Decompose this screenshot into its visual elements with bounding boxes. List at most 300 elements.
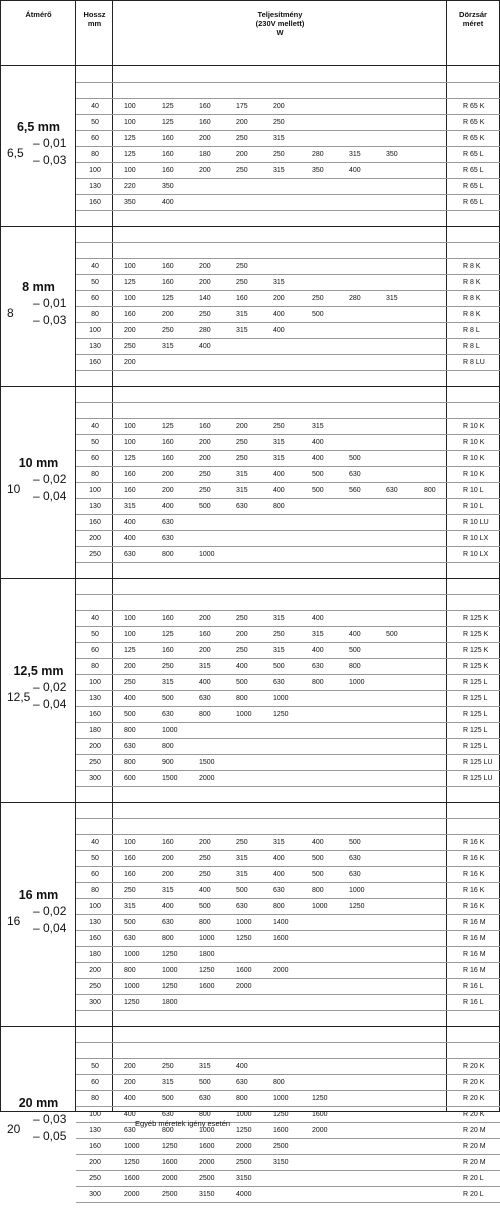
header-reamer xyxy=(447,1,499,66)
power-cell: 100 xyxy=(124,439,136,446)
blank-row xyxy=(76,370,500,386)
table-row xyxy=(76,322,500,338)
power-cell: 100 xyxy=(124,423,136,430)
power-cell: 1600 xyxy=(162,1159,178,1166)
table-row xyxy=(76,1074,500,1090)
power-cell: 1000 xyxy=(273,695,289,702)
power-cell: 160 xyxy=(199,103,211,110)
length-cell: 130 xyxy=(89,919,101,926)
length-cell: 100 xyxy=(89,903,101,910)
power-cell: 800 xyxy=(199,711,211,718)
blank-row xyxy=(76,578,500,594)
power-cell: 1250 xyxy=(124,1159,140,1166)
power-cell: 800 xyxy=(236,695,248,702)
tolerance-lower: – 0,04 xyxy=(33,697,67,711)
power-cell: 400 xyxy=(162,903,174,910)
table-row xyxy=(76,530,500,546)
length-cell: 130 xyxy=(89,343,101,350)
power-cell: 160 xyxy=(162,647,174,654)
power-cell: 500 xyxy=(124,711,136,718)
power-cell: 125 xyxy=(124,455,136,462)
power-cell: 2000 xyxy=(236,1143,252,1150)
reamer-size-cell: R 125 L xyxy=(463,727,488,734)
reamer-size-cell: R 125 K xyxy=(463,663,489,670)
power-cell: 1000 xyxy=(312,903,328,910)
power-cell: 250 xyxy=(236,263,248,270)
power-cell: 1000 xyxy=(236,711,252,718)
tolerance-lower: – 0,04 xyxy=(33,921,67,935)
table-row xyxy=(76,306,500,322)
diameter-size: 12,5 mm xyxy=(13,664,64,678)
table-row xyxy=(76,834,500,850)
power-cell: 500 xyxy=(124,919,136,926)
power-cell: 2500 xyxy=(199,1175,215,1182)
blank-row xyxy=(76,802,500,818)
power-cell: 315 xyxy=(162,679,174,686)
power-cell: 1000 xyxy=(124,951,140,958)
table-row xyxy=(76,690,500,706)
diameter-nominal: 8 xyxy=(7,306,14,320)
power-cell: 315 xyxy=(236,471,248,478)
power-cell: 400 xyxy=(124,535,136,542)
blank-row xyxy=(76,1202,500,1218)
length-cell: 60 xyxy=(91,135,99,142)
power-cell: 500 xyxy=(312,855,324,862)
power-cell: 315 xyxy=(199,663,211,670)
power-cell: 3150 xyxy=(199,1191,215,1198)
diameter-label xyxy=(1,280,76,330)
power-cell: 180 xyxy=(199,151,211,158)
power-cell: 315 xyxy=(273,647,285,654)
length-cell: 130 xyxy=(89,503,101,510)
table-row xyxy=(76,722,500,738)
power-cell: 160 xyxy=(124,855,136,862)
reamer-size-cell: R 20 L xyxy=(463,1191,484,1198)
length-cell: 200 xyxy=(89,743,101,750)
reamer-size-cell: R 20 M xyxy=(463,1159,486,1166)
length-cell: 200 xyxy=(89,535,101,542)
power-cell: 200 xyxy=(199,135,211,142)
power-cell: 500 xyxy=(312,487,324,494)
reamer-size-cell: R 20 K xyxy=(463,1111,485,1118)
table-row xyxy=(76,914,500,930)
power-cell: 630 xyxy=(236,1079,248,1086)
reamer-size-cell: R 8 L xyxy=(463,343,480,350)
table-row xyxy=(76,466,500,482)
power-cell: 250 xyxy=(199,855,211,862)
reamer-size-cell: R 125 L xyxy=(463,711,488,718)
reamer-size-cell: R 20 M xyxy=(463,1127,486,1134)
power-cell: 1600 xyxy=(199,1143,215,1150)
blank-row xyxy=(76,82,500,98)
header-length-unit: mm xyxy=(87,19,102,28)
power-cell: 1600 xyxy=(312,1111,328,1118)
reamer-size-cell: R 10 LU xyxy=(463,519,489,526)
reamer-size-cell: R 8 LU xyxy=(463,359,485,366)
power-cell: 500 xyxy=(199,903,211,910)
power-cell: 315 xyxy=(236,855,248,862)
power-cell: 400 xyxy=(124,695,136,702)
power-cell: 630 xyxy=(349,471,361,478)
header-power-label: Teljesítmény xyxy=(257,10,303,19)
power-cell: 200 xyxy=(124,359,136,366)
table-row xyxy=(76,626,500,642)
reamer-size-cell: R 65 L xyxy=(463,183,484,190)
power-cell: 630 xyxy=(162,519,174,526)
power-cell: 1250 xyxy=(236,935,252,942)
reamer-size-cell: R 125 K xyxy=(463,615,489,622)
power-cell: 315 xyxy=(162,343,174,350)
power-cell: 3150 xyxy=(236,1175,252,1182)
power-cell: 2000 xyxy=(199,775,215,782)
power-cell: 200 xyxy=(199,647,211,654)
table-row xyxy=(76,498,500,514)
power-cell: 400 xyxy=(199,679,211,686)
power-cell: 800 xyxy=(349,663,361,670)
power-cell: 1250 xyxy=(349,903,365,910)
length-cell: 50 xyxy=(91,1063,99,1070)
power-cell: 2500 xyxy=(162,1191,178,1198)
power-cell: 1250 xyxy=(162,1143,178,1150)
power-cell: 250 xyxy=(124,343,136,350)
power-cell: 125 xyxy=(162,423,174,430)
power-cell: 500 xyxy=(162,695,174,702)
blank-row xyxy=(76,66,500,82)
table-row xyxy=(76,850,500,866)
header-reamer-label: Dörzsár xyxy=(459,10,487,19)
power-cell: 1500 xyxy=(162,775,178,782)
footer-note: Egyéb méretek igény esetén xyxy=(135,1119,231,1128)
power-cell: 500 xyxy=(199,503,211,510)
power-cell: 315 xyxy=(236,327,248,334)
power-cell: 250 xyxy=(273,119,285,126)
power-cell: 500 xyxy=(312,871,324,878)
power-cell: 250 xyxy=(236,839,248,846)
reamer-size-cell: R 16 K xyxy=(463,855,485,862)
table-row xyxy=(76,418,500,434)
blank-row xyxy=(76,786,500,802)
power-cell: 630 xyxy=(312,663,324,670)
reamer-size-cell: R 16 K xyxy=(463,839,485,846)
power-cell: 280 xyxy=(349,295,361,302)
power-cell: 1250 xyxy=(273,711,289,718)
reamer-size-cell: R 8 L xyxy=(463,327,480,334)
power-cell: 1800 xyxy=(199,951,215,958)
power-cell: 315 xyxy=(273,615,285,622)
power-cell: 2000 xyxy=(199,1159,215,1166)
power-cell: 800 xyxy=(424,487,436,494)
length-cell: 200 xyxy=(89,967,101,974)
diameter-label xyxy=(1,456,76,506)
power-cell: 800 xyxy=(162,551,174,558)
blank-row xyxy=(76,242,500,258)
power-cell: 1600 xyxy=(273,1127,289,1134)
power-cell: 160 xyxy=(162,439,174,446)
tolerance-lower: – 0,03 xyxy=(33,313,67,327)
power-cell: 315 xyxy=(162,887,174,894)
reamer-size-cell: R 125 LU xyxy=(463,775,493,782)
table-row xyxy=(76,866,500,882)
power-cell: 500 xyxy=(312,311,324,318)
power-cell: 500 xyxy=(199,1079,211,1086)
power-cell: 1000 xyxy=(162,967,178,974)
power-cell: 800 xyxy=(162,743,174,750)
tolerance-lower: – 0,05 xyxy=(33,1129,67,1143)
reamer-size-cell: R 125 K xyxy=(463,647,489,654)
diameter-size: 10 mm xyxy=(18,456,59,470)
length-cell: 160 xyxy=(89,1143,101,1150)
power-cell: 315 xyxy=(162,1079,174,1086)
power-cell: 1800 xyxy=(162,999,178,1006)
length-cell: 50 xyxy=(91,855,99,862)
power-cell: 100 xyxy=(124,631,136,638)
power-cell: 160 xyxy=(124,471,136,478)
power-cell: 315 xyxy=(349,151,361,158)
table-row xyxy=(76,738,500,754)
power-cell: 100 xyxy=(124,263,136,270)
power-cell: 125 xyxy=(162,631,174,638)
power-cell: 175 xyxy=(236,103,248,110)
power-cell: 630 xyxy=(162,535,174,542)
length-cell: 100 xyxy=(89,327,101,334)
reamer-size-cell: R 16 K xyxy=(463,903,485,910)
header-power-unit: W xyxy=(276,28,284,37)
power-cell: 160 xyxy=(162,455,174,462)
reamer-size-cell: R 10 L xyxy=(463,503,484,510)
length-cell: 50 xyxy=(91,279,99,286)
power-cell: 160 xyxy=(162,263,174,270)
power-cell: 160 xyxy=(236,295,248,302)
reamer-size-cell: R 10 LX xyxy=(463,551,489,558)
table-row xyxy=(76,1058,500,1074)
power-cell: 900 xyxy=(162,759,174,766)
diameter-nominal: 10 xyxy=(7,482,21,496)
power-cell: 400 xyxy=(273,855,285,862)
power-cell: 315 xyxy=(273,135,285,142)
reamer-size-cell: R 16 M xyxy=(463,919,486,926)
length-cell: 80 xyxy=(91,663,99,670)
length-cell: 50 xyxy=(91,119,99,126)
table-row xyxy=(76,130,500,146)
power-cell: 315 xyxy=(236,311,248,318)
power-cell: 400 xyxy=(312,615,324,622)
power-cell: 500 xyxy=(312,471,324,478)
reamer-size-cell: R 10 LX xyxy=(463,535,489,542)
blank-row xyxy=(76,226,500,242)
power-cell: 250 xyxy=(162,327,174,334)
power-cell: 100 xyxy=(124,295,136,302)
power-cell: 220 xyxy=(124,183,136,190)
length-cell: 60 xyxy=(91,871,99,878)
power-cell: 630 xyxy=(124,551,136,558)
power-cell: 630 xyxy=(162,1111,174,1118)
length-cell: 40 xyxy=(91,263,99,270)
power-cell: 400 xyxy=(349,631,361,638)
power-cell: 630 xyxy=(162,919,174,926)
power-cell: 1250 xyxy=(236,1127,252,1134)
power-cell: 1600 xyxy=(199,983,215,990)
power-cell: 400 xyxy=(124,1111,136,1118)
length-cell: 100 xyxy=(89,679,101,686)
power-cell: 250 xyxy=(199,487,211,494)
power-cell: 125 xyxy=(124,151,136,158)
reamer-size-cell: R 10 K xyxy=(463,471,485,478)
power-cell: 630 xyxy=(386,487,398,494)
power-cell: 2000 xyxy=(124,1191,140,1198)
power-cell: 200 xyxy=(162,487,174,494)
power-cell: 630 xyxy=(273,887,285,894)
power-cell: 250 xyxy=(236,455,248,462)
reamer-size-cell: R 125 L xyxy=(463,743,488,750)
power-cell: 800 xyxy=(124,967,136,974)
power-cell: 315 xyxy=(312,423,324,430)
reamer-size-cell: R 125 K xyxy=(463,631,489,638)
power-cell: 200 xyxy=(124,1079,136,1086)
power-cell: 630 xyxy=(273,679,285,686)
table-row xyxy=(76,290,500,306)
table-row xyxy=(76,706,500,722)
power-cell: 630 xyxy=(349,855,361,862)
tolerance-upper: – 0,02 xyxy=(33,680,67,694)
power-cell: 400 xyxy=(312,455,324,462)
length-cell: 250 xyxy=(89,759,101,766)
diameter-label xyxy=(1,1096,76,1146)
power-cell: 400 xyxy=(273,311,285,318)
tolerance-upper: – 0,02 xyxy=(33,472,67,486)
power-cell: 200 xyxy=(199,615,211,622)
length-cell: 40 xyxy=(91,839,99,846)
tolerance-lower: – 0,04 xyxy=(33,489,67,503)
power-cell: 160 xyxy=(199,631,211,638)
length-cell: 50 xyxy=(91,631,99,638)
power-cell: 280 xyxy=(199,327,211,334)
diameter-size: 8 mm xyxy=(22,280,55,294)
power-cell: 315 xyxy=(273,279,285,286)
length-cell: 250 xyxy=(89,1175,101,1182)
power-cell: 1000 xyxy=(349,887,365,894)
reamer-size-cell: R 16 K xyxy=(463,887,485,894)
power-cell: 1250 xyxy=(312,1095,328,1102)
reamer-size-cell: R 65 K xyxy=(463,135,485,142)
reamer-size-cell: R 8 K xyxy=(463,263,481,270)
power-cell: 500 xyxy=(236,679,248,686)
length-cell: 80 xyxy=(91,1095,99,1102)
length-cell: 50 xyxy=(91,439,99,446)
diameter-size: 6,5 mm xyxy=(16,120,61,134)
tolerance-upper: – 0,01 xyxy=(33,296,67,310)
power-cell: 1250 xyxy=(162,951,178,958)
power-cell: 200 xyxy=(162,855,174,862)
power-cell: 2500 xyxy=(236,1159,252,1166)
reamer-size-cell: R 16 L xyxy=(463,999,484,1006)
header-diameter-label: Átmérő xyxy=(25,10,52,19)
power-cell: 560 xyxy=(349,487,361,494)
power-cell: 250 xyxy=(236,135,248,142)
table-row xyxy=(76,754,500,770)
table-row xyxy=(76,1138,500,1154)
reamer-size-cell: R 16 M xyxy=(463,935,486,942)
tolerance-block xyxy=(1,680,76,714)
power-cell: 400 xyxy=(312,647,324,654)
blank-row xyxy=(76,210,500,226)
power-cell: 500 xyxy=(162,1095,174,1102)
table-row xyxy=(76,194,500,210)
length-cell: 80 xyxy=(91,311,99,318)
power-cell: 200 xyxy=(273,295,285,302)
reamer-size-cell: R 65 L xyxy=(463,199,484,206)
power-cell: 315 xyxy=(236,871,248,878)
table-row xyxy=(76,994,500,1010)
power-cell: 250 xyxy=(162,663,174,670)
table-row xyxy=(76,946,500,962)
power-cell: 200 xyxy=(236,423,248,430)
diameter-nominal: 6,5 xyxy=(7,146,24,160)
power-cell: 1250 xyxy=(199,967,215,974)
power-cell: 250 xyxy=(162,1063,174,1070)
table-row xyxy=(76,770,500,786)
header-reamer-size: méret xyxy=(462,19,484,28)
diameter-label xyxy=(1,888,76,938)
power-cell: 250 xyxy=(199,471,211,478)
table-row xyxy=(76,1186,500,1202)
power-cell: 800 xyxy=(236,1095,248,1102)
power-cell: 250 xyxy=(273,151,285,158)
power-cell: 200 xyxy=(124,1063,136,1070)
power-cell: 315 xyxy=(273,167,285,174)
reamer-size-cell: R 8 K xyxy=(463,279,481,286)
power-cell: 125 xyxy=(124,647,136,654)
blank-row xyxy=(76,386,500,402)
power-cell: 1000 xyxy=(124,1143,140,1150)
length-cell: 60 xyxy=(91,1079,99,1086)
power-cell: 500 xyxy=(349,455,361,462)
blank-row xyxy=(76,402,500,418)
power-cell: 630 xyxy=(236,903,248,910)
power-cell: 800 xyxy=(312,679,324,686)
power-cell: 1000 xyxy=(199,935,215,942)
power-cell: 125 xyxy=(124,279,136,286)
diameter-size: 16 mm xyxy=(18,888,59,902)
power-cell: 125 xyxy=(124,135,136,142)
blank-row xyxy=(76,818,500,834)
table-row xyxy=(76,146,500,162)
table-row xyxy=(76,1090,500,1106)
diameter-nominal: 20 xyxy=(7,1122,21,1136)
header-power xyxy=(113,1,447,66)
power-cell: 500 xyxy=(349,647,361,654)
power-cell: 630 xyxy=(199,695,211,702)
diameter-nominal: 16 xyxy=(7,914,21,928)
power-cell: 2500 xyxy=(273,1143,289,1150)
length-cell: 180 xyxy=(89,951,101,958)
reamer-size-cell: R 20 L xyxy=(463,1175,484,1182)
reamer-size-cell: R 20 K xyxy=(463,1095,485,1102)
power-cell: 200 xyxy=(162,871,174,878)
power-cell: 250 xyxy=(273,631,285,638)
power-cell: 200 xyxy=(273,103,285,110)
diameter-nominal: 12,5 xyxy=(7,690,31,704)
power-cell: 160 xyxy=(162,135,174,142)
power-cell: 250 xyxy=(312,295,324,302)
power-cell: 3150 xyxy=(273,1159,289,1166)
power-cell: 800 xyxy=(273,1079,285,1086)
reamer-size-cell: R 125 L xyxy=(463,679,488,686)
tolerance-block xyxy=(1,472,76,506)
length-cell: 100 xyxy=(89,167,101,174)
power-cell: 500 xyxy=(273,663,285,670)
diameter-label xyxy=(1,120,76,170)
table-row xyxy=(76,162,500,178)
